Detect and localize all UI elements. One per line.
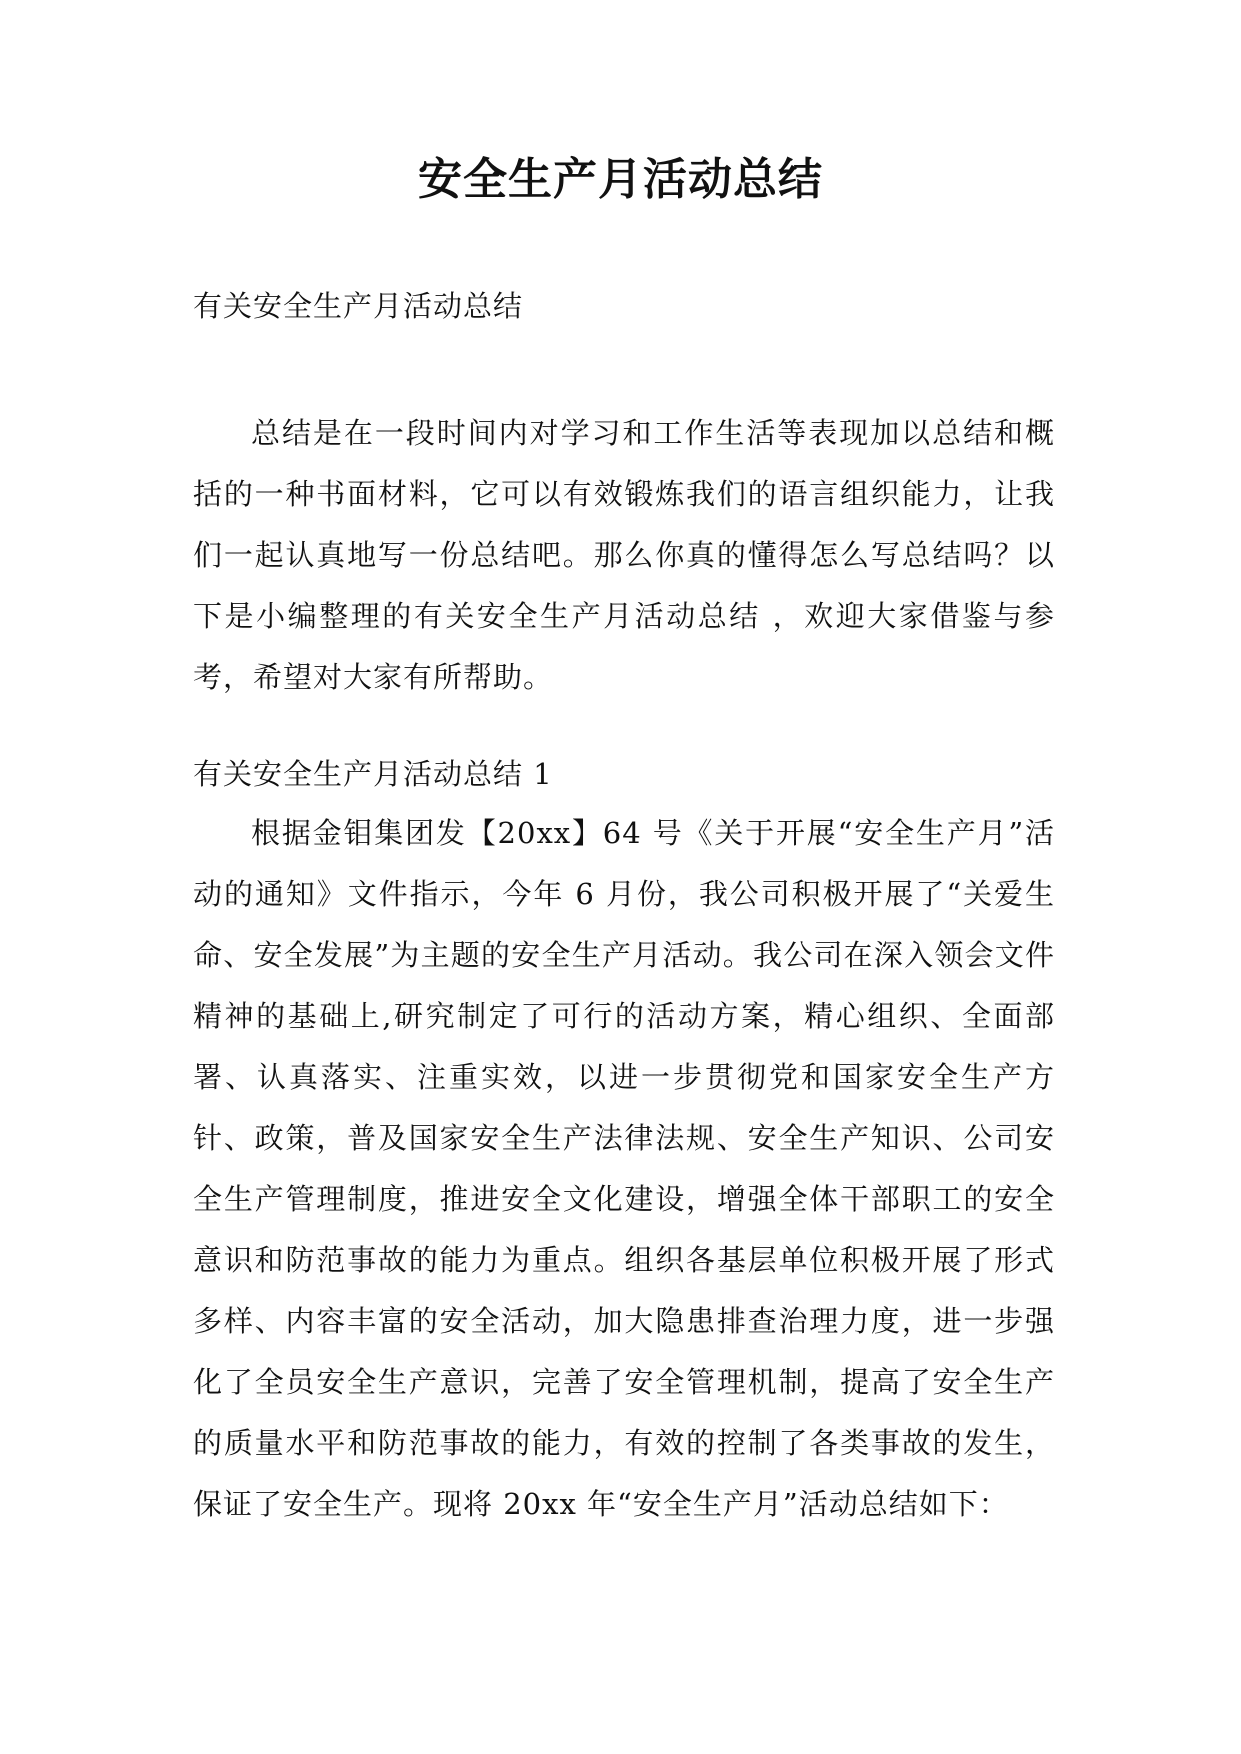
intro-paragraph-text: 总结是在一段时间内对学习和工作生活等表现加以总结和概括的一种书面材料，它可以有效锻炼我们的语言组织能力，让我们一起认真地写一份总结吧。那么你真的懂得怎么写总结吗？以下是小编整理的有关安全生产月活动总结 ，欢迎大家借鉴与参考，希望对大家有所帮助。 [193,416,1055,694]
section-heading: 有关安全生产月活动总结 1 [193,757,553,791]
section-body [193,803,1055,1535]
section-body-text: 根据金钼集团发【20xx】64 号《关于开展“安全生产月”活动的通知》文件指示，今年 6 月份，我公司积极开展了“关爱生命、安全发展”为主题的安全生产月活动。我公司在深入领会文件精神的基础上,研究制定了可行的活动方案，精心组织、全面部署、认真落实、注重实效，以进一步贯彻党和国家安全生产方针、政策，普及国家安全生产法律法规、安全生产知识、公司安全生产管理制度，推进安全文化建设，增强全体干部职工的安全意识和防范事故的能力为重点。组织各基层单位积极开展了形式多样、内容丰富的安全活动，加大隐患排查治理力度，进一步强化了全员安全生产意识，完善了安全管理机制，提高了安全生产的质量水平和防范事故的能力，有效的控制了各类事故的发生，保证了安全生产。现将 20xx 年“安全生产月”活动总结如下： [193,816,1055,1521]
intro-paragraph [193,403,1055,708]
document-title: 安全生产月活动总结 [418,154,823,205]
document-subtitle: 有关安全生产月活动总结 [193,289,524,323]
